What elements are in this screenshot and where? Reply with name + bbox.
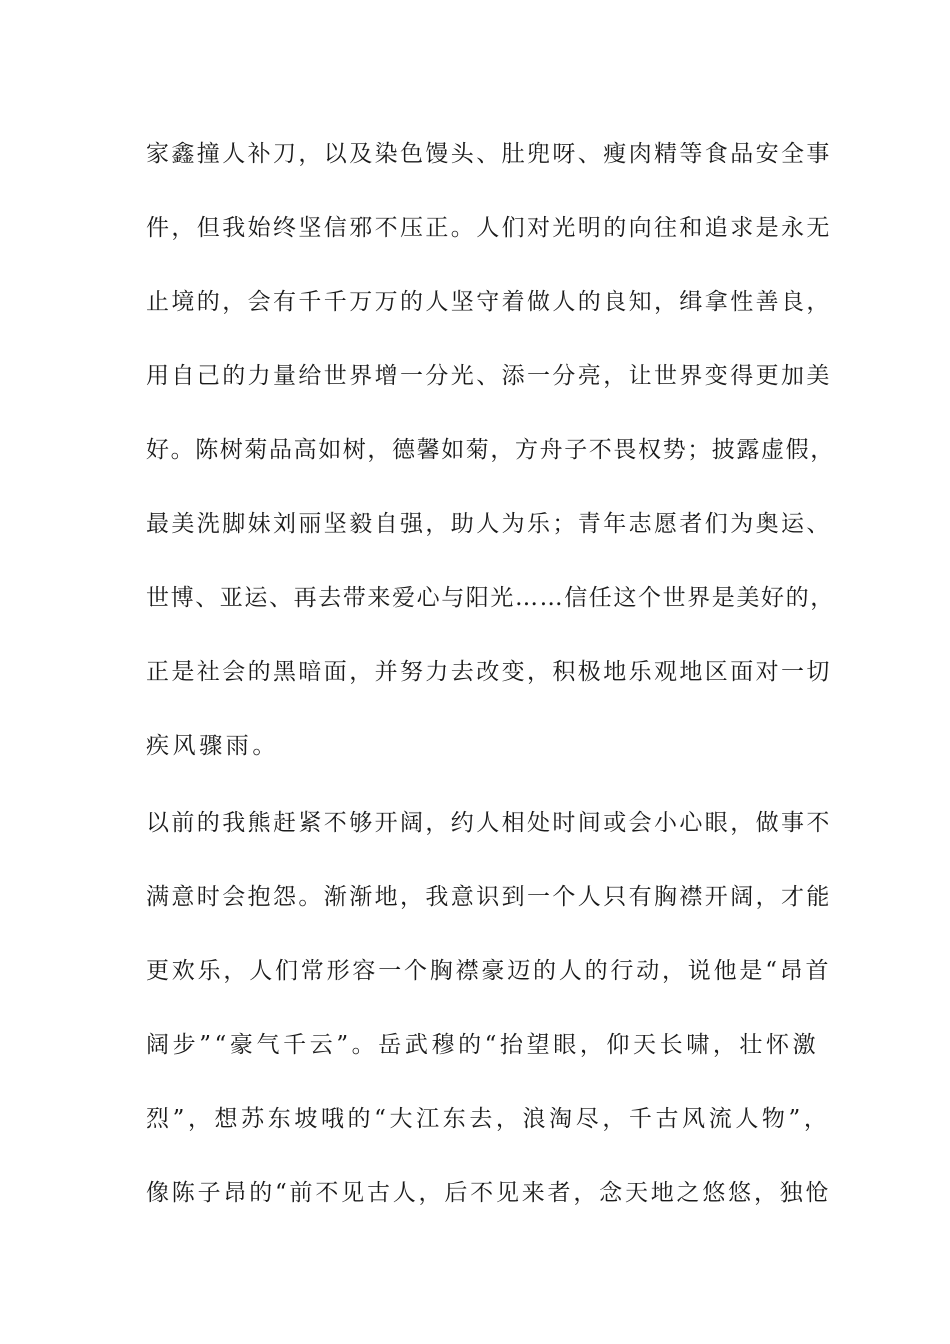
text-line: 件，但我始终坚信邪不压正。人们对光明的向往和追求是永无: [146, 215, 832, 241]
text-line: 像陈子昂的“前不见古人，后不见来者，念天地之悠悠，独怆: [146, 1180, 832, 1206]
text-line: 正是社会的黑暗面，并努力去改变，积极地乐观地区面对一切: [146, 659, 832, 685]
text-line: 以前的我熊赶紧不够开阔，约人相处时间或会小心眼，做事不: [146, 810, 832, 836]
text-line: 世博、亚运、再去带来爱心与阳光……信任这个世界是美好的，: [146, 585, 835, 611]
text-line: 最美洗脚妹刘丽坚毅自强，助人为乐；青年志愿者们为奥运、: [146, 511, 832, 537]
text-line: 家鑫撞人补刀，以及染色馒头、肚兜呀、瘦肉精等食品安全事: [146, 141, 832, 167]
text-line: 更欢乐，人们常形容一个胸襟豪迈的人的行动，说他是“昂首: [146, 958, 832, 984]
text-line: 满意时会抱怨。渐渐地，我意识到一个人只有胸襟开阔，才能: [146, 884, 832, 910]
text-line: 阔步”“豪气千云”。岳武穆的“抬望眼，仰天长啸，壮怀激: [146, 1032, 820, 1058]
text-line: 好。陈树菊品高如树，德馨如菊，方舟子不畏权势；披露虚假，: [146, 437, 835, 463]
text-line: 用自己的力量给世界增一分光、添一分亮，让世界变得更加美: [146, 363, 832, 389]
text-line: 疾风骤雨。: [146, 733, 279, 759]
text-line: 止境的，会有千千万万的人坚守着做人的良知，缉拿性善良，: [146, 289, 832, 315]
text-line: 烈”，想苏东坡哦的“大江东去，浪淘尽，千古风流人物”，: [146, 1106, 831, 1132]
